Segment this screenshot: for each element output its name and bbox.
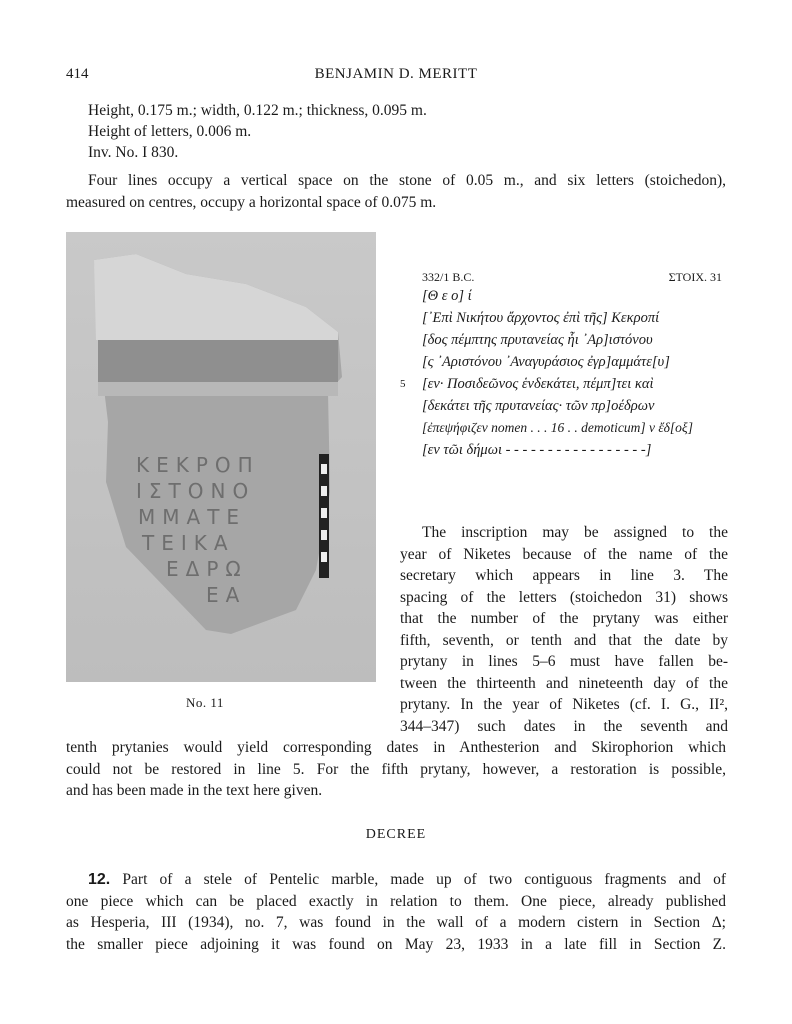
line-number: 5	[400, 378, 406, 390]
inscription-date: 332/1 B.C.	[422, 270, 475, 284]
stone-letter-line: ΕΔΡΩ	[166, 557, 248, 581]
commentary-line: fifth, seventh, or tenth and that the date by	[400, 631, 728, 649]
inscription-stoich: ΣΤΟΙΧ. 31	[668, 270, 722, 284]
entry-line: the smaller piece adjoining it was found on May 23, 1933 in a late fill in Section Z.	[66, 935, 726, 953]
stone-letter-line: ΜΜΑΤΕ	[138, 505, 247, 529]
measurement-inventory: Inv. No. I 830.	[88, 144, 179, 161]
commentary-continuation	[66, 737, 726, 802]
inscription-line: [δεκάτει τῆς πρυτανείας· τῶν πρ]οέδρων	[422, 398, 655, 414]
entry-line: as Hesperia, III (1934), no. 7, was found in the wall of a modern cistern in Section Δ;	[66, 914, 726, 931]
commentary-line: 344–347) such dates in the seventh and	[400, 717, 728, 735]
stone-moulding	[98, 340, 338, 382]
intro-line: Four lines occupy a vertical space on the stone of 0.05 m., and six letters (stoichedon),	[88, 172, 726, 189]
inscription-line: [εν· Ποσιδεῶνος ἑνδεκάτει, πέμπ]τει καὶ	[422, 376, 654, 392]
measurement-letter-height: Height of letters, 0.006 m.	[88, 123, 252, 140]
commentary-line: that the number of the prytany was either	[400, 610, 728, 627]
commentary-line: secretary which appears in line 3. The	[400, 567, 728, 584]
inscription-header	[422, 270, 722, 285]
stone-photograph	[66, 232, 376, 682]
commentary-line: tenth prytanies would yield corresponding dates in Anthesterion and Skirophorion which	[66, 739, 726, 756]
commentary-line: tween the thirteenth and nineteenth day of the	[400, 674, 728, 692]
photo-caption: No. 11	[186, 695, 224, 710]
commentary-line: spacing of the letters (stoichedon 31) shows	[400, 588, 728, 606]
stone-fragment-image	[66, 232, 376, 682]
entry-line-text: Part of a stele of Pentelic marble, made up of two contiguous fragments and of	[110, 871, 726, 888]
stone-letter-line: ΙΣΤΟΝΟ	[136, 479, 256, 503]
commentary-line: The inscription may be assigned to the	[422, 524, 728, 541]
measurement-dimensions: Height, 0.175 m.; width, 0.122 m.; thickness, 0.095 m.	[88, 102, 427, 119]
inscription-line: [ἐπεψήφιζεν nomen . . . 16 . . demoticum] v ἔδ[οξ]	[422, 420, 693, 435]
inscription-line: [εν τῶι δήμωι - - - - - - - - - - - - - - - - -]	[422, 442, 652, 458]
inscription-line: [δος πέμπτης πρυτανείας ἧι ᾿Αρ]ιστόνου	[422, 332, 653, 348]
commentary-line: year of Niketes because of the name of the	[400, 545, 728, 563]
stone-moulding-lower	[98, 382, 338, 396]
inscription-text	[400, 266, 728, 466]
commentary-line: and has been made in the text here given.	[66, 782, 323, 799]
inscription-line: [Θ ε ο] ί	[422, 288, 472, 304]
stone-letter-line: ΕΑ	[206, 583, 247, 607]
page-number: 414	[66, 66, 89, 82]
intro-paragraph	[66, 170, 726, 213]
commentary-line: could not be restored in line 5. For the fifth prytany, however, a restoration is possible,	[66, 760, 726, 778]
entry-line: one piece which can be placed exactly in relation to them. One piece, already published	[66, 892, 726, 910]
entry-number: 12.	[88, 871, 111, 888]
commentary-line: prytany. In the year of Niketes (cf. I. G., II²,	[400, 696, 728, 713]
commentary-column	[400, 522, 728, 737]
inscription-line: [ς ᾿Αριστόνου ᾿Αναγυράσιος ἐγρ]αμμάτε[υ]	[422, 354, 670, 370]
stone-top-face	[94, 254, 338, 344]
running-title: BENJAMIN D. MERITT	[314, 66, 478, 82]
stone-letter-line: ΚΕΚΡΟΠ	[136, 453, 260, 477]
inscription-line: [᾿Επὶ Νικήτου ἄρχοντος ἐπὶ τῆς] Κεκροπί	[422, 310, 660, 326]
intro-line: measured on centres, occupy a horizontal space of 0.075 m.	[66, 193, 437, 211]
entry-12-paragraph	[66, 869, 726, 955]
section-heading: DECREE	[365, 827, 427, 842]
stone-letter-line: ΤΕΙΚΑ	[142, 531, 235, 555]
entry-line	[66, 869, 726, 891]
commentary-line: prytany in lines 5–6 must have fallen be-	[400, 653, 728, 670]
